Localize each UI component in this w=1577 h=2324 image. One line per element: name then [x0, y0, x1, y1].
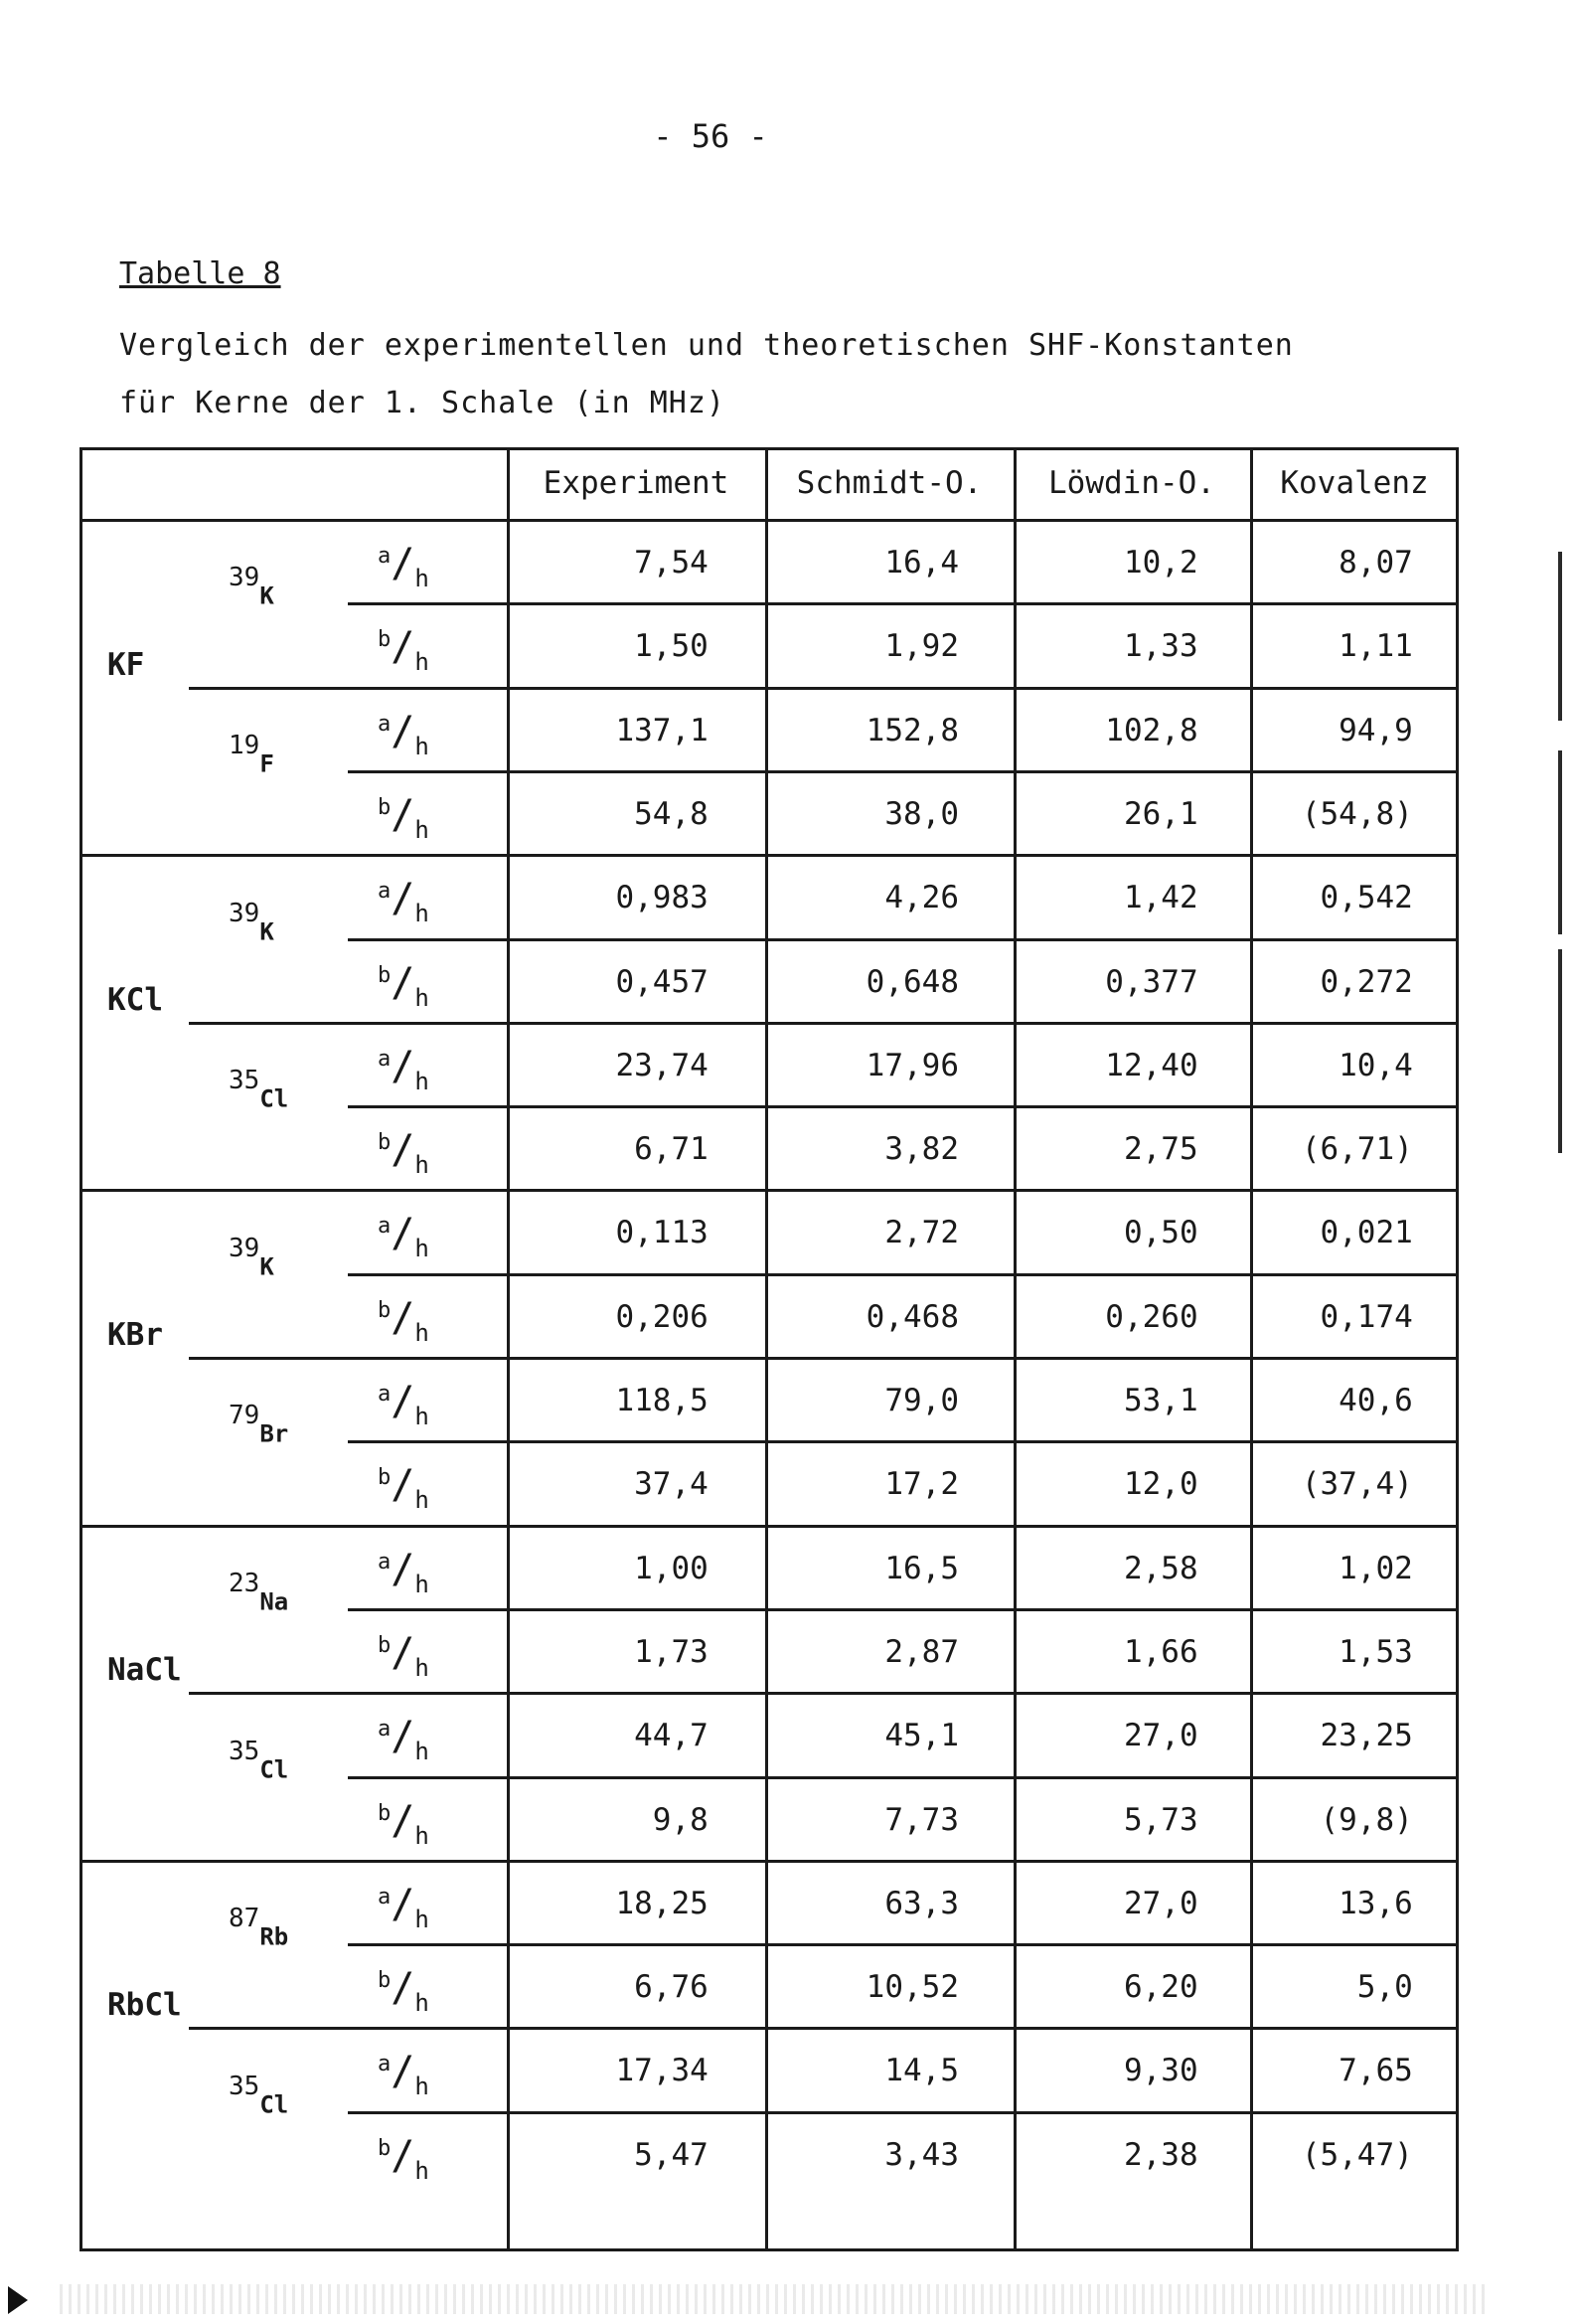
ratio-label-a-over-h [378, 541, 429, 592]
value-cell: 0,50 [1123, 1215, 1198, 1251]
ratio-den: h [414, 1318, 429, 1347]
value-cell: 17,2 [884, 1466, 959, 1503]
compound-rule [189, 1357, 507, 1360]
value-cell: 9,30 [1123, 2053, 1198, 2089]
ratio-label-b-over-h [378, 624, 429, 677]
row-rule [348, 602, 1459, 605]
column-header: Experiment [543, 465, 729, 501]
nucleus-label [229, 1066, 288, 1113]
row-rule [507, 1022, 1459, 1025]
ratio-label-b-over-h [378, 791, 429, 844]
value-cell: 17,96 [866, 1047, 959, 1083]
mass-number: 35 [229, 2071, 260, 2101]
element-symbol: Rb [259, 1922, 289, 1951]
compound-label: KCl [107, 981, 163, 1018]
value-cell: 26,1 [1123, 795, 1198, 832]
value-cell: 4,26 [884, 880, 959, 916]
ratio-slash: / [391, 1714, 415, 1760]
value-cell: 6,71 [634, 1131, 709, 1168]
value-cell: 2,87 [884, 1633, 959, 1670]
shf-constants-table [79, 447, 1459, 2251]
value-cell: (37,4) [1301, 1466, 1413, 1503]
column-header: Kovalenz [1280, 465, 1429, 501]
value-cell: (5,47) [1301, 2136, 1413, 2173]
value-cell: 10,4 [1339, 1047, 1413, 1083]
value-cell: 8,07 [1339, 545, 1413, 581]
value-cell: 23,25 [1320, 1718, 1413, 1754]
value-cell: 0,272 [1320, 963, 1413, 1000]
ratio-den: h [414, 1570, 429, 1598]
nucleus-label [229, 899, 274, 946]
ratio-slash: / [391, 791, 415, 838]
element-symbol: Cl [259, 1084, 289, 1113]
ratio-den: h [414, 815, 429, 844]
value-cell: 137,1 [615, 712, 709, 748]
ratio-slash: / [391, 1462, 415, 1509]
ratio-num: b [378, 1968, 392, 1994]
value-cell: 102,8 [1105, 712, 1198, 748]
element-symbol: Cl [259, 1755, 289, 1784]
row-rule [507, 2027, 1459, 2030]
element-symbol: Na [259, 1587, 289, 1616]
ratio-den: h [414, 1403, 429, 1430]
ratio-label-b-over-h [378, 2132, 429, 2185]
value-cell: 1,11 [1339, 628, 1413, 665]
nucleus-label [229, 1569, 288, 1616]
element-symbol: K [259, 917, 274, 946]
element-symbol: F [259, 749, 274, 778]
ratio-num: a [378, 1717, 392, 1743]
corner-marker [8, 2286, 28, 2314]
value-cell: 17,34 [615, 2053, 709, 2089]
value-cell: 0,468 [866, 1298, 959, 1335]
row-rule [348, 1608, 1459, 1611]
value-cell: 6,76 [634, 1969, 709, 2006]
value-cell: 2,75 [1123, 1131, 1198, 1168]
value-cell: 16,4 [884, 545, 959, 581]
ratio-num: b [378, 794, 392, 820]
value-cell: 1,73 [634, 1633, 709, 1670]
value-cell: 5,47 [634, 2136, 709, 2173]
compound-rule [189, 1692, 507, 1695]
ratio-slash: / [391, 1965, 415, 2012]
ratio-den: h [414, 1486, 429, 1515]
compound-rule [189, 687, 507, 690]
ratio-den: h [414, 1821, 429, 1850]
row-rule [348, 1273, 1459, 1276]
ratio-num: b [378, 2135, 392, 2161]
ratio-label-b-over-h [378, 1127, 429, 1180]
value-cell: 13,6 [1339, 1885, 1413, 1921]
row-rule [348, 1776, 1459, 1779]
ratio-label-a-over-h [378, 1043, 429, 1095]
value-cell: 45,1 [884, 1718, 959, 1754]
scan-noise [60, 2284, 1491, 2314]
ratio-den: h [414, 1235, 429, 1263]
column-rule [507, 447, 510, 2251]
column-header: Löwdin-O. [1048, 465, 1215, 501]
compound-label: KBr [107, 1317, 163, 1353]
value-cell: 1,50 [634, 628, 709, 665]
compound-label: NaCl [107, 1652, 182, 1689]
column-rule [765, 447, 768, 2251]
ratio-label-a-over-h [378, 1211, 429, 1263]
element-symbol: K [259, 581, 274, 610]
ratio-slash: / [391, 2049, 415, 2095]
ratio-slash: / [391, 1379, 415, 1424]
value-cell: 1,00 [634, 1550, 709, 1586]
compound-rule [189, 2027, 507, 2030]
nucleus-label [229, 731, 274, 778]
ratio-label-a-over-h [378, 1546, 429, 1598]
ratio-num: b [378, 962, 392, 988]
value-cell: 1,42 [1123, 880, 1198, 916]
value-cell: 27,0 [1123, 1885, 1198, 1921]
column-rule [1250, 447, 1253, 2251]
value-cell: 2,72 [884, 1215, 959, 1251]
value-cell: 10,52 [866, 1969, 959, 2006]
value-cell: 2,38 [1123, 2136, 1198, 2173]
ratio-label-b-over-h [378, 1797, 429, 1850]
page-number: - 56 - [653, 117, 768, 155]
scan-edge-mark [1558, 949, 1562, 1153]
value-cell: 18,25 [615, 1885, 709, 1921]
ratio-den: h [414, 1067, 429, 1095]
mass-number: 39 [229, 1233, 260, 1263]
ratio-slash: / [391, 541, 415, 586]
compound-rule [189, 1022, 507, 1025]
nucleus-label [229, 1737, 288, 1784]
mass-number: 35 [229, 1066, 260, 1096]
ratio-den: h [414, 983, 429, 1012]
ratio-label-b-over-h [378, 1629, 429, 1682]
mass-number: 35 [229, 1736, 260, 1766]
ratio-slash: / [391, 2132, 415, 2179]
ratio-num: b [378, 1800, 392, 1826]
ratio-num: a [378, 1549, 392, 1575]
table-right-rule [1456, 447, 1459, 2251]
mass-number: 19 [229, 730, 260, 760]
value-cell: 0,174 [1320, 1298, 1413, 1335]
value-cell: 14,5 [884, 2053, 959, 2089]
table-left-rule [79, 447, 82, 2251]
row-rule [348, 938, 1459, 941]
ratio-slash: / [391, 624, 415, 671]
value-cell: 0,021 [1320, 1215, 1413, 1251]
ratio-label-a-over-h [378, 1881, 429, 1933]
nucleus-label [229, 1234, 274, 1281]
value-cell: 0,206 [615, 1298, 709, 1335]
row-rule [348, 1943, 1459, 1946]
ratio-num: a [378, 1046, 392, 1072]
nucleus-label [229, 2072, 288, 2119]
value-cell: 94,9 [1339, 712, 1413, 748]
value-cell: 10,2 [1123, 545, 1198, 581]
row-rule [507, 687, 1459, 690]
value-cell: (6,71) [1301, 1131, 1413, 1168]
ratio-num: a [378, 544, 392, 569]
ratio-num: a [378, 879, 392, 905]
ratio-den: h [414, 648, 429, 677]
group-rule [79, 1860, 1459, 1863]
ratio-den: h [414, 1151, 429, 1180]
ratio-num: b [378, 1465, 392, 1491]
ratio-label-b-over-h [378, 1462, 429, 1515]
nucleus-label [229, 563, 274, 610]
ratio-label-a-over-h [378, 1714, 429, 1766]
value-cell: 0,542 [1320, 880, 1413, 916]
column-rule [1014, 447, 1017, 2251]
ratio-slash: / [391, 1294, 415, 1341]
value-cell: 1,92 [884, 628, 959, 665]
table-caption-line-2: für Kerne der 1. Schale (in MHz) [119, 386, 725, 420]
ratio-slash: / [391, 876, 415, 922]
value-cell: 3,82 [884, 1131, 959, 1168]
row-rule [507, 1692, 1459, 1695]
value-cell: 9,8 [652, 1801, 709, 1838]
value-cell: 5,0 [1356, 1969, 1413, 2006]
value-cell: 1,53 [1339, 1633, 1413, 1670]
mass-number: 39 [229, 898, 260, 928]
value-cell: 37,4 [634, 1466, 709, 1503]
value-cell: 0,457 [615, 963, 709, 1000]
value-cell: 118,5 [615, 1383, 709, 1418]
ratio-slash: / [391, 1211, 415, 1257]
ratio-den: h [414, 732, 429, 760]
ratio-den: h [414, 1989, 429, 2018]
nucleus-label [229, 1401, 288, 1448]
table-caption-line-1: Vergleich der experimentellen und theoretischen SHF-Konstanten [119, 328, 1294, 363]
table-label: Tabelle 8 [119, 256, 281, 291]
element-symbol: Cl [259, 2090, 289, 2119]
ratio-den: h [414, 565, 429, 592]
value-cell: 0,113 [615, 1215, 709, 1251]
value-cell: (54,8) [1301, 795, 1413, 832]
ratio-num: a [378, 1214, 392, 1240]
mass-number: 79 [229, 1401, 260, 1431]
value-cell: 7,54 [634, 545, 709, 581]
value-cell: 40,6 [1339, 1383, 1413, 1418]
ratio-label-a-over-h [378, 1379, 429, 1430]
ratio-label-a-over-h [378, 708, 429, 760]
ratio-num: a [378, 711, 392, 737]
ratio-num: b [378, 1130, 392, 1156]
group-rule [79, 854, 1459, 857]
row-rule [348, 1105, 1459, 1108]
row-rule [348, 770, 1459, 773]
value-cell: 54,8 [634, 795, 709, 832]
ratio-slash: / [391, 1043, 415, 1089]
element-symbol: K [259, 1252, 274, 1281]
value-cell: 5,73 [1123, 1801, 1198, 1838]
scan-edge-mark [1558, 750, 1562, 934]
ratio-label-b-over-h [378, 1965, 429, 2018]
mass-number: 87 [229, 1904, 260, 1934]
value-cell: (9,8) [1320, 1801, 1413, 1838]
ratio-num: b [378, 1297, 392, 1323]
ratio-slash: / [391, 1127, 415, 1174]
value-cell: 0,260 [1105, 1298, 1198, 1335]
ratio-label-a-over-h [378, 876, 429, 928]
value-cell: 1,02 [1339, 1550, 1413, 1586]
value-cell: 16,5 [884, 1550, 959, 1586]
ratio-den: h [414, 1905, 429, 1933]
value-cell: 27,0 [1123, 1718, 1198, 1754]
ratio-slash: / [391, 1546, 415, 1592]
value-cell: 44,7 [634, 1718, 709, 1754]
value-cell: 3,43 [884, 2136, 959, 2173]
value-cell: 0,983 [615, 880, 709, 916]
ratio-num: b [378, 1632, 392, 1658]
scan-edge-mark [1558, 552, 1562, 721]
row-rule [507, 1357, 1459, 1360]
ratio-num: b [378, 627, 392, 653]
row-rule [348, 1440, 1459, 1443]
ratio-den: h [414, 2073, 429, 2101]
mass-number: 23 [229, 1568, 260, 1598]
value-cell: 0,648 [866, 963, 959, 1000]
element-symbol: Br [259, 1419, 289, 1448]
value-cell: 12,0 [1123, 1466, 1198, 1503]
ratio-den: h [414, 900, 429, 928]
compound-label: RbCl [107, 1987, 182, 2024]
ratio-label-a-over-h [378, 2049, 429, 2101]
value-cell: 152,8 [866, 712, 959, 748]
ratio-num: a [378, 1382, 392, 1407]
group-rule [79, 1189, 1459, 1192]
value-cell: 23,74 [615, 1047, 709, 1083]
value-cell: 2,58 [1123, 1550, 1198, 1586]
value-cell: 7,65 [1339, 2053, 1413, 2089]
ratio-num: a [378, 1884, 392, 1909]
ratio-slash: / [391, 1881, 415, 1927]
value-cell: 79,0 [884, 1383, 959, 1418]
value-cell: 7,73 [884, 1801, 959, 1838]
ratio-num: a [378, 2052, 392, 2077]
group-rule [79, 1525, 1459, 1528]
value-cell: 6,20 [1123, 1969, 1198, 2006]
ratio-label-b-over-h [378, 1294, 429, 1347]
ratio-slash: / [391, 959, 415, 1006]
ratio-label-b-over-h [378, 959, 429, 1012]
value-cell: 63,3 [884, 1885, 959, 1921]
value-cell: 38,0 [884, 795, 959, 832]
compound-label: KF [107, 646, 145, 683]
ratio-slash: / [391, 708, 415, 754]
ratio-slash: / [391, 1629, 415, 1676]
value-cell: 53,1 [1123, 1383, 1198, 1418]
mass-number: 39 [229, 563, 260, 593]
ratio-slash: / [391, 1797, 415, 1844]
value-cell: 1,66 [1123, 1633, 1198, 1670]
column-header: Schmidt-O. [796, 465, 983, 501]
row-rule [348, 2111, 1459, 2114]
ratio-den: h [414, 2156, 429, 2185]
value-cell: 1,33 [1123, 628, 1198, 665]
ratio-den: h [414, 1653, 429, 1682]
value-cell: 12,40 [1105, 1047, 1198, 1083]
value-cell: 0,377 [1105, 963, 1198, 1000]
ratio-den: h [414, 1738, 429, 1766]
nucleus-label [229, 1904, 288, 1951]
